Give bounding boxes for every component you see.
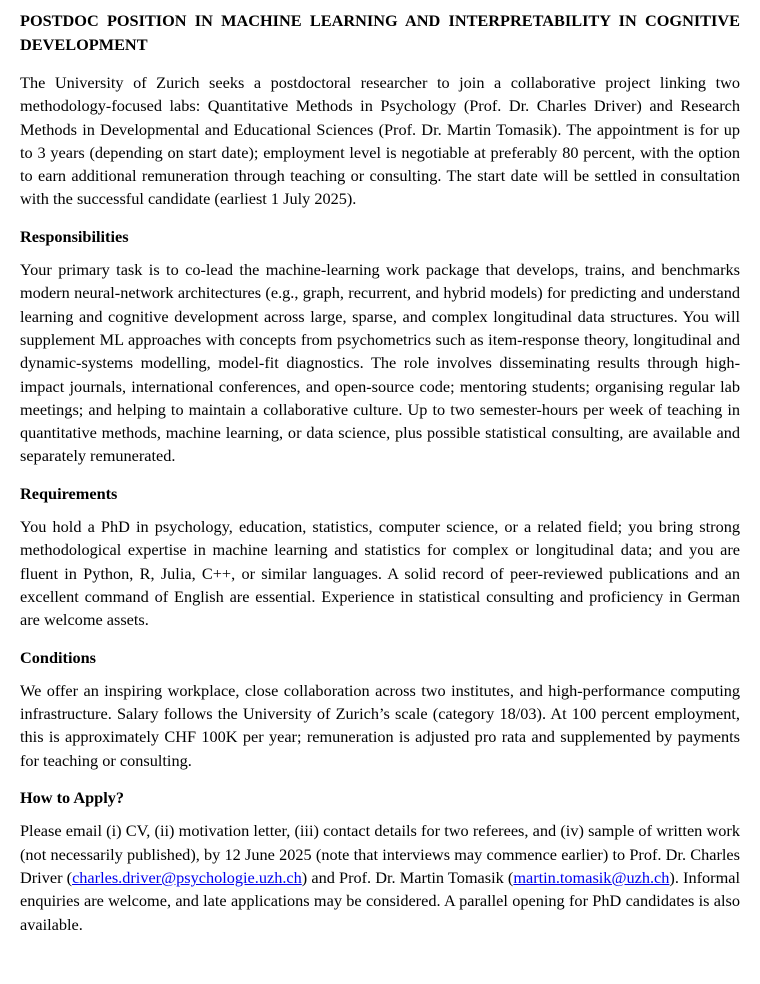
requirements-paragraph: You hold a PhD in psychology, education, statistics, computer science, or a related field; you bring strong methodological expertise in machine learning and statistics for complex or longitudinal data; and you are fluent in Python, R, Julia, C++, or similar languages. A solid record of peer-reviewed publications and an excellent command of English are essential. Experience in statistical consulting and proficiency in German are welcome assets. [20,517,740,630]
apply-paragraph [20,819,740,935]
conditions-paragraph: We offer an inspiring workplace, close collaboration across two institutes, and high-performance computing infrastructure. Salary follows the University of Zurich’s scale (category 18/03). At 100 percent employment, this is approximately CHF 100K per year; remuneration is adjusted pro rata and supplemented by payments for teaching or consulting. [20,680,740,770]
section-heading-how-to-apply: How to Apply? [20,788,125,808]
section-heading-responsibilities: Responsibilities [20,226,129,246]
apply-text-segment-1: Please email (i) CV, (ii) motivation letter, (iii) contact details for two referees, and (iv) sample of written work (not necessarily published), by 12 June 2025 (note that interviews may commence earlier) to Prof. Dr. Charles Driver ( [20,821,740,887]
email-link-charles-driver[interactable]: charles.driver@psychologie.uzh.ch [72,867,302,887]
apply-text-segment-3: ). Informal enquiries are welcome, and late applications may be considered. A parallel opening for PhD candidates is also available. [20,867,741,934]
email-link-martin-tomasik[interactable]: martin.tomasik@uzh.ch [513,867,670,887]
section-heading-requirements: Requirements [20,483,118,503]
section-heading-conditions: Conditions [20,647,97,667]
document-title: POSTDOC POSITION IN MACHINE LEARNING AND INTERPRETABILITY IN COGNITIVE DEVELOPMENT [20,11,740,54]
responsibilities-paragraph: Your primary task is to co-lead the machine-learning work package that develops, trains, and benchmarks modern neural-network architectures (e.g., graph, recurrent, and hybrid models) for predicting and understand learning and cognitive development across large, sparse, and complex longitudinal data structures. You will supplement ML approaches with concepts from psychometrics such as item-response theory, longitudinal and dynamic-systems modelling, model-fit diagnostics. The role involves disseminating results through high-impact journals, international conferences, and open-source code; mentoring students; organising regular lab meetings; and helping to maintain a collaborative culture. Up to two semester-hours per week of teaching in quantitative methods, machine learning, or data science, plus possible statistical consulting, are available and separately remunerated. [20,260,740,466]
intro-paragraph: The University of Zurich seeks a postdoctoral researcher to join a collaborative project linking two methodology-focused labs: Quantitative Methods in Psychology (Prof. Dr. Charles Driver) and Research Methods in Developmental and Educational Sciences (Prof. Dr. Martin Tomasik). The appointment is for up to 3 years (depending on start date); employment level is negotiable at preferably 80 percent, with the option to earn additional remuneration through teaching or consulting. The start date will be settled in consultation with the successful candidate (earliest 1 July 2025). [20,73,740,209]
apply-text-segment-2: ) and Prof. Dr. Martin Tomasik ( [301,867,514,887]
